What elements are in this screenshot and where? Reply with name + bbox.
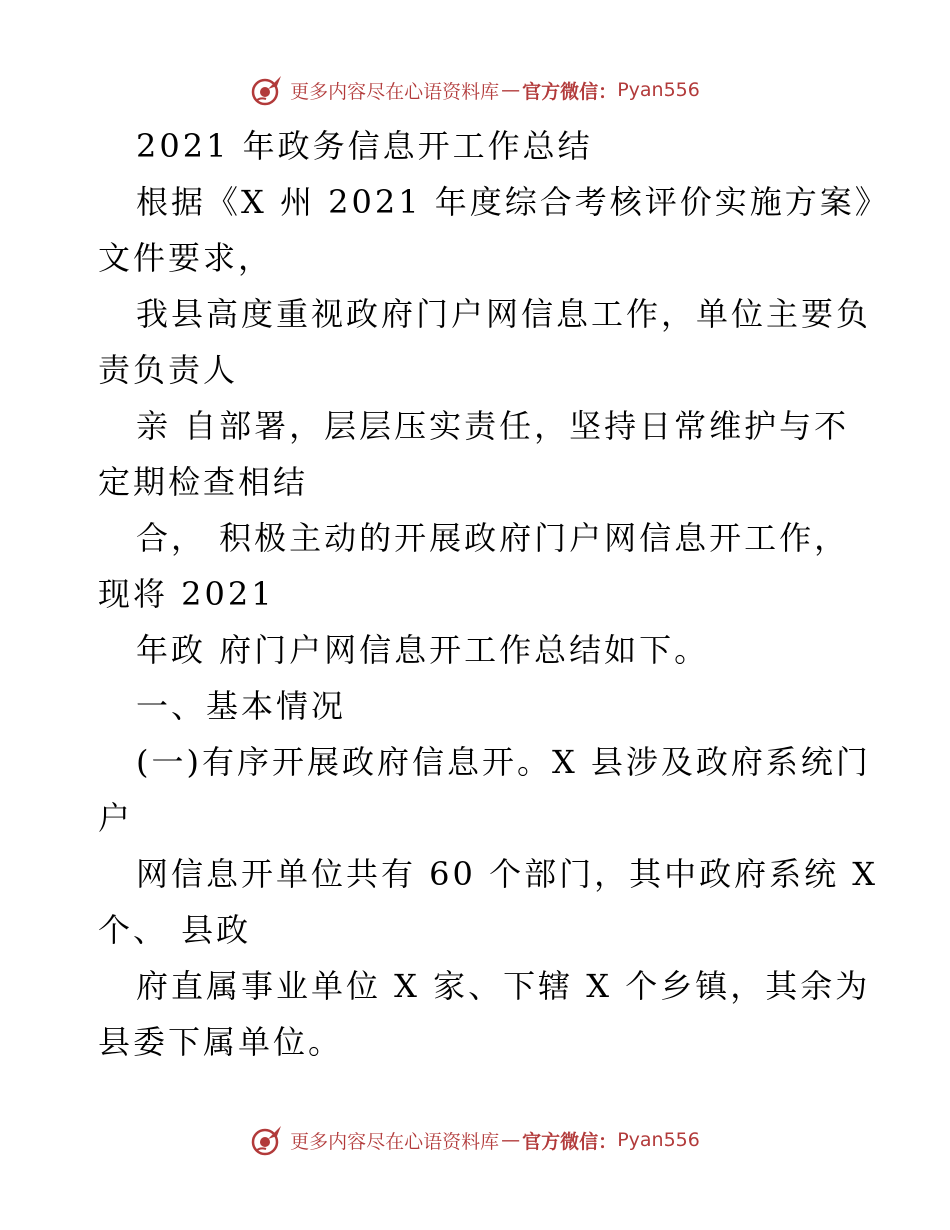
paragraph-line: 定期检查相结: [98, 463, 309, 501]
paragraph-line: 责负责人: [98, 351, 239, 389]
watermark-wechat-label: 官方微信：: [522, 80, 618, 103]
paragraph-line: 合， 积极主动的开展政府门户网信息开工作，: [136, 519, 850, 557]
paragraph-line: 根据《X 州 2021 年度综合考核评价实施方案》: [136, 183, 890, 221]
paragraph-line: 我县高度重视政府门户网信息工作，单位主要负: [136, 295, 872, 333]
paragraph-line: 年政 府门户网信息开工作总结如下。: [136, 631, 710, 669]
paragraph-line: 亲 自部署，层层压实责任，坚持日常维护与不: [136, 407, 850, 445]
paragraph-line: 现将 2021: [98, 575, 275, 613]
watermark-wechat-id: Pyan556: [617, 1129, 700, 1151]
quill-logo-icon: [250, 73, 284, 107]
document-body: [98, 118, 890, 1070]
watermark-footer: [0, 1120, 950, 1160]
watermark-site-name: 更多内容尽在心语资料库: [290, 80, 500, 103]
paragraph-line: 县委下属单位。: [98, 1023, 344, 1061]
watermark-dash: —: [501, 79, 521, 101]
paragraph-line: 个、 县政: [98, 911, 252, 949]
quill-logo-icon: [250, 1123, 284, 1157]
watermark-header: [0, 70, 950, 110]
paragraph-line: 府直属事业单位 X 家、下辖 X 个乡镇，其余为: [136, 967, 871, 1005]
paragraph-line: 文件要求，: [98, 239, 274, 277]
watermark-wechat-id: Pyan556: [617, 79, 700, 101]
paragraph-line: 网信息开单位共有 60 个部门，其中政府系统 X: [136, 855, 879, 893]
document-title: 2021 年政务信息开工作总结: [136, 127, 593, 165]
subsection-heading: (一)有序开展政府信息开。X 县涉及政府系统门: [136, 743, 871, 781]
paragraph-line: 户: [98, 799, 134, 837]
watermark-wechat-label: 官方微信：: [522, 1130, 618, 1153]
section-heading: 一、基本情况: [136, 687, 347, 725]
watermark-dash: —: [501, 1129, 521, 1151]
watermark-site-name: 更多内容尽在心语资料库: [290, 1130, 500, 1153]
